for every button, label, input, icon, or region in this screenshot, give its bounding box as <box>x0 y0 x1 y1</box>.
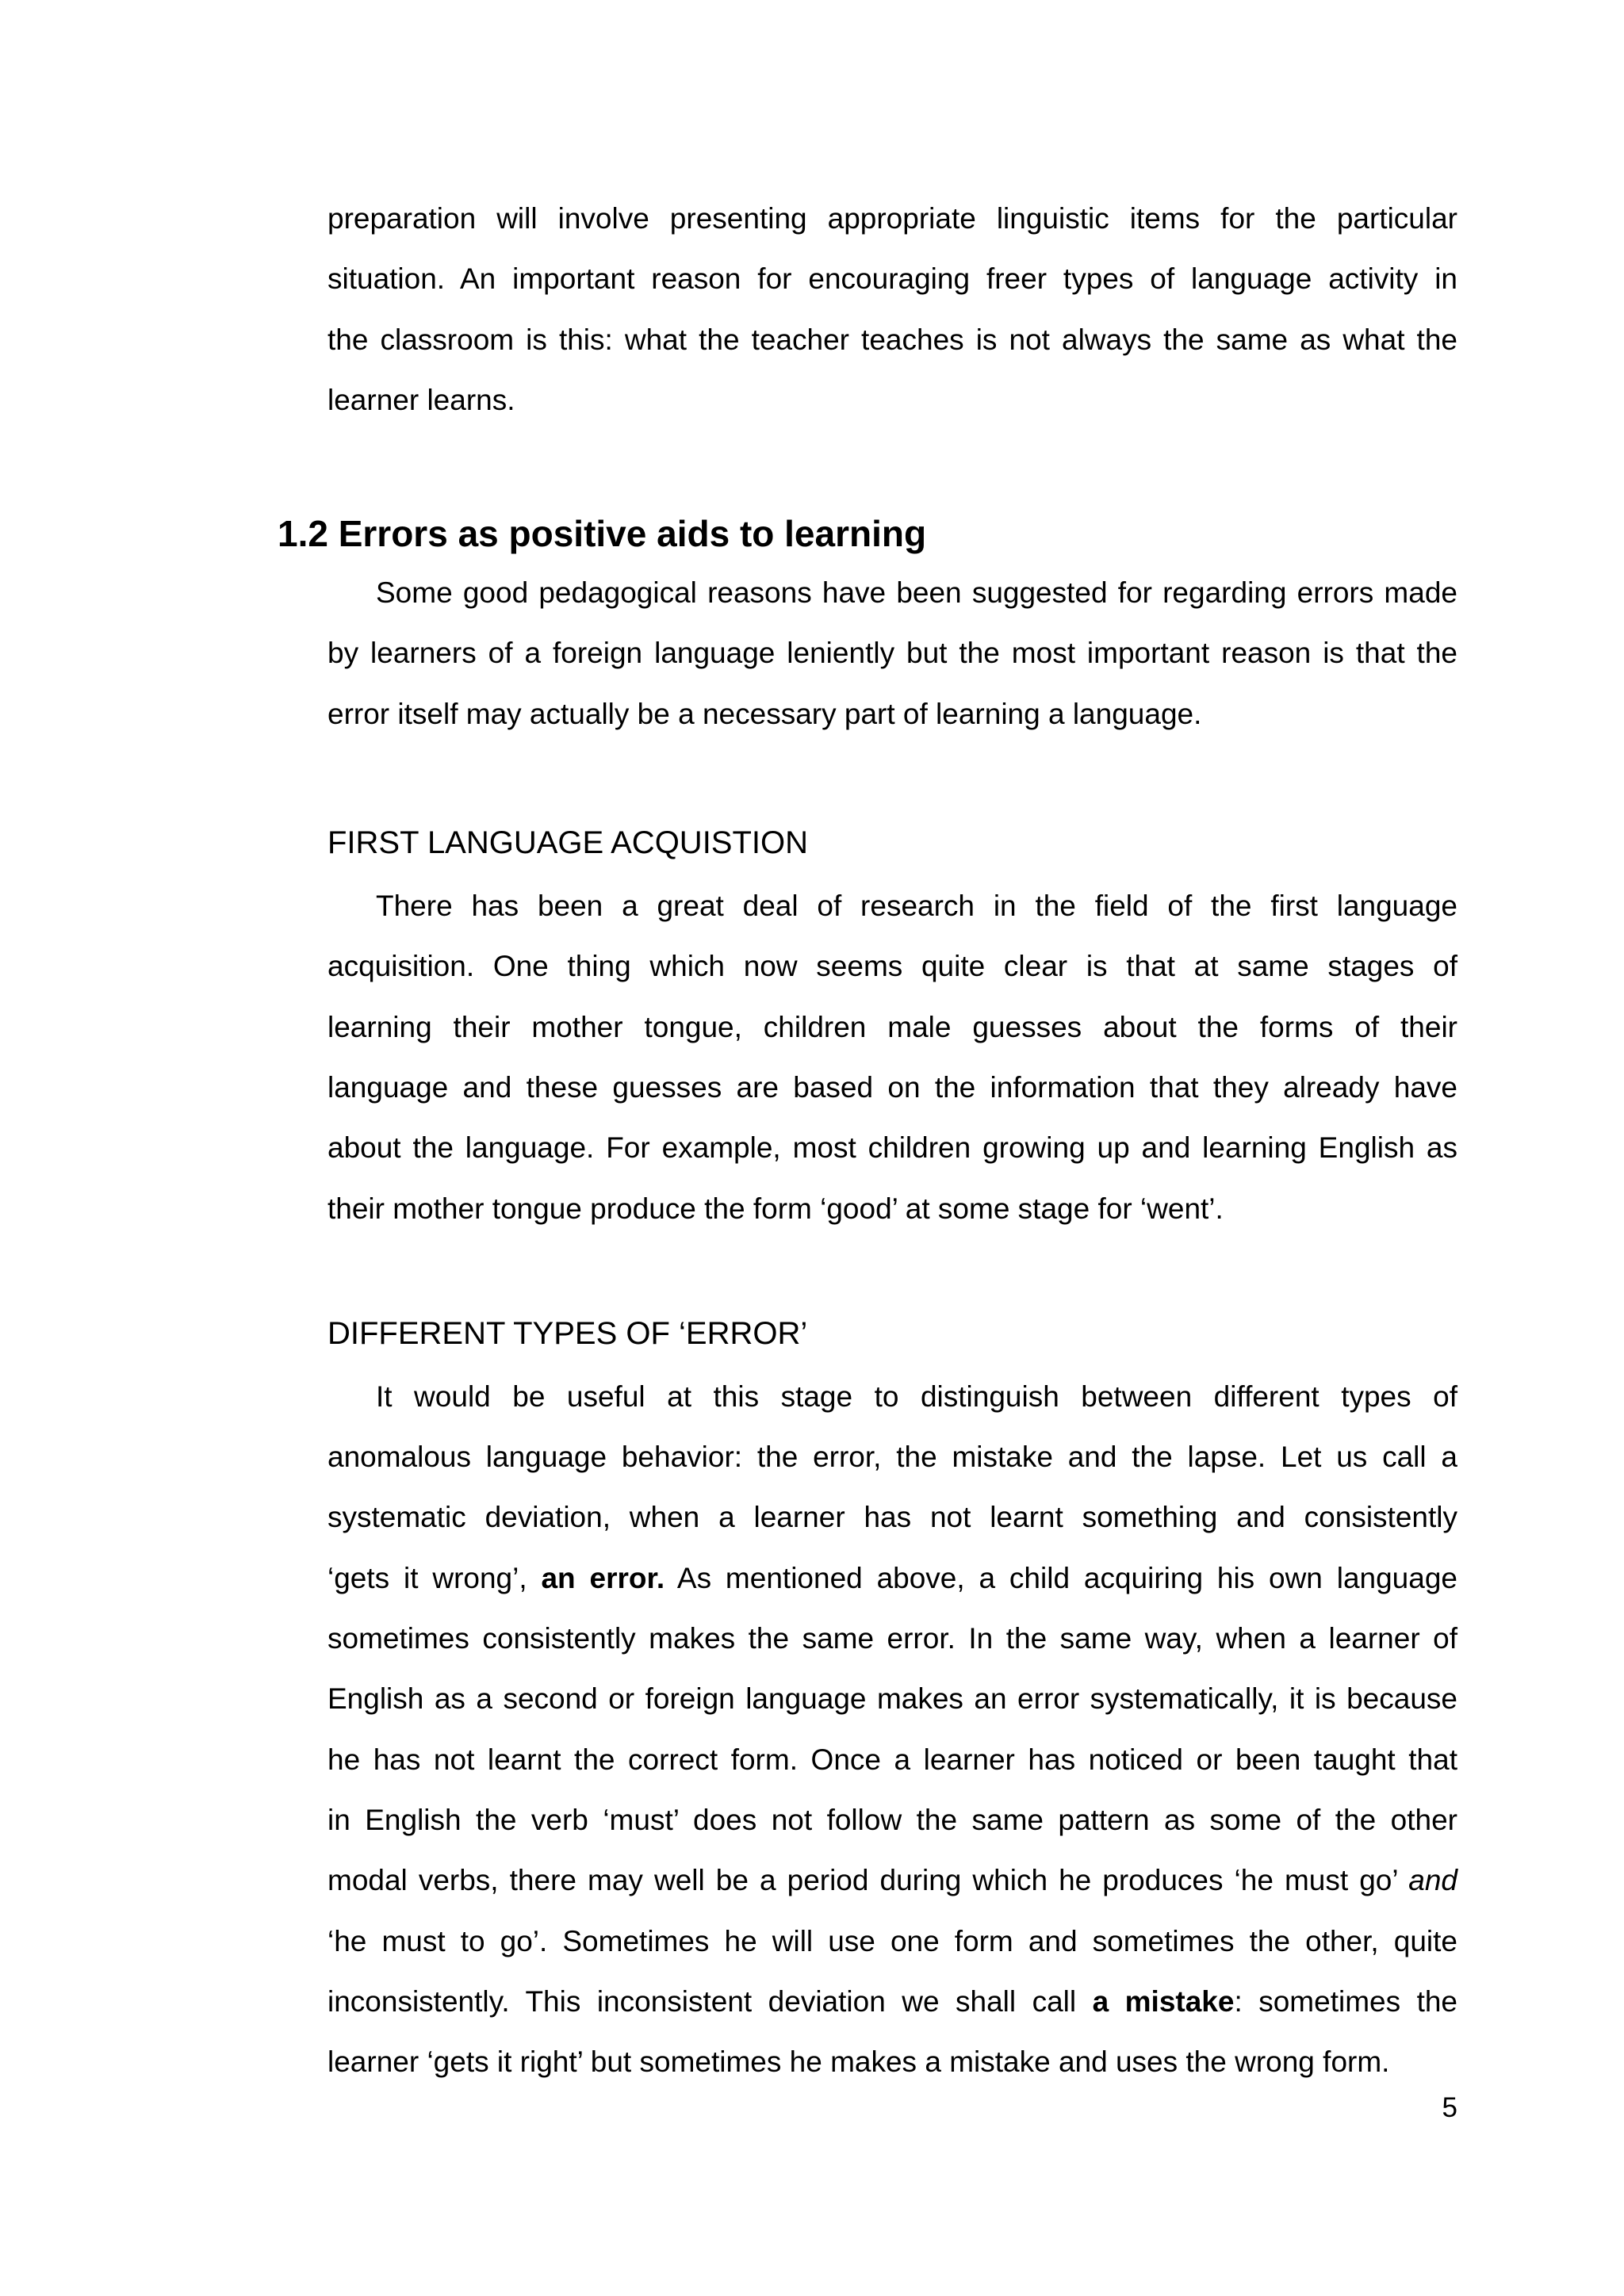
text-line <box>327 1850 1457 1911</box>
text-line: by learners of a foreign language leniently but the most important reason is that the <box>327 637 1457 670</box>
page-body <box>278 189 1458 2092</box>
text-line: sometimes consistently makes the same error. In the same way, when a learner of <box>327 1622 1457 1655</box>
section-paragraph <box>327 563 1457 744</box>
text-line: learner ‘gets it right’ but sometimes he makes a mistake and uses the wrong form. <box>327 2045 1390 2079</box>
text-line: acquisition. One thing which now seems quite clear is that at same stages of <box>327 950 1457 983</box>
text-line: It would be useful at this stage to distinguish between different types of <box>376 1380 1457 1413</box>
text-run: : sometimes the <box>1234 1984 1458 2018</box>
text-line: systematic deviation, when a learner has not learnt something and consistently <box>327 1501 1457 1534</box>
italic-word: and <box>1408 1864 1457 1897</box>
text-line <box>327 1972 1457 2032</box>
text-line: language and these guesses are based on the information that they already have <box>327 1070 1457 1104</box>
text-line: their mother tongue produce the form ‘good’ at some stage for ‘went’. <box>327 1192 1224 1225</box>
text-line: There has been a great deal of research in the field of the first language <box>376 890 1457 923</box>
error-types-paragraph <box>327 1367 1457 2093</box>
text-line: error itself may actually be a necessary part of learning a language. <box>327 697 1202 730</box>
text-run: inconsistently. This inconsistent deviation we shall call <box>327 1984 1093 2018</box>
text-line: about the language. For example, most children growing up and learning English as <box>327 1131 1457 1165</box>
text-line: Some good pedagogical reasons have been suggested for regarding errors made <box>376 576 1457 610</box>
page-number: 5 <box>1442 2092 1457 2123</box>
text-run: modal verbs, there may well be a period during which he produces ‘he must go’ <box>327 1864 1409 1897</box>
subheading-first-language: FIRST LANGUAGE ACQUISTION <box>327 825 809 861</box>
text-line: situation. An important reason for encouraging freer types of language activity in <box>327 262 1457 296</box>
text-line: ‘he must to go’. Sometimes he will use one form and sometimes the other, quite <box>327 1924 1457 1957</box>
text-line: learning their mother tongue, children male guesses about the forms of their <box>327 1010 1457 1043</box>
section-heading: 1.2 Errors as positive aids to learning <box>278 513 927 555</box>
text-run: ‘gets it wrong’, <box>327 1561 542 1594</box>
text-line: the classroom is this: what the teacher teaches is not always the same as what the <box>327 323 1457 356</box>
bold-term-mistake: a mistake <box>1092 1984 1235 2018</box>
first-language-paragraph <box>327 876 1457 1239</box>
bold-term-error: an error. <box>541 1561 665 1594</box>
text-line <box>327 1548 1457 1609</box>
intro-paragraph <box>327 189 1457 430</box>
text-line: anomalous language behavior: the error, the mistake and the lapse. Let us call a <box>327 1441 1457 1474</box>
subheading-error-types: DIFFERENT TYPES OF ‘ERROR’ <box>327 1315 808 1351</box>
text-run: As mentioned above, a child acquiring his own language <box>665 1561 1457 1594</box>
text-line: preparation will involve presenting appropriate linguistic items for the particular <box>327 202 1457 235</box>
text-line: English as a second or foreign language makes an error systematically, it is because <box>327 1682 1457 1716</box>
text-line: learner learns. <box>327 383 515 416</box>
text-line: he has not learnt the correct form. Once a learner has noticed or been taught that <box>327 1743 1457 1776</box>
text-line: in English the verb ‘must’ does not follow the same pattern as some of the other <box>327 1803 1457 1836</box>
